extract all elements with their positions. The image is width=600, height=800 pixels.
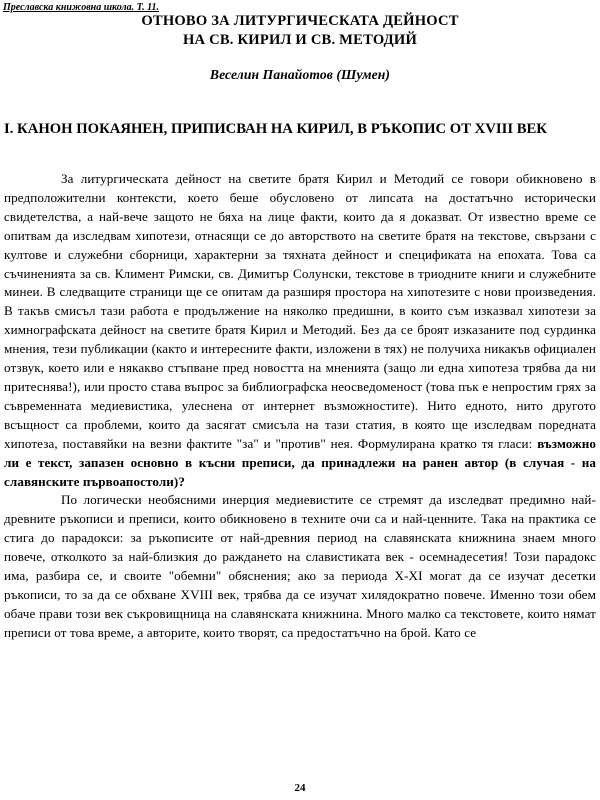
paragraph-1-text: За литургическата дейност на светите братя Кирил и Методий се говори обикновено в предположителни контексти, което беше обусловено от липсата на достатъчно исторически свидетелства, а най-вече защото не бяха на лице факти, които да я доказват. От известно време се опитвам да изследвам хипотези, отнасящи се до авторството на светите братя на текстове, свързани с култове и служебни сборници, характерни за тяхната дейност и спецификата на епохата. Това са съчиненията за св. Климент Римски, св. Димитър Солунски, текстове в триодните книги и служебните минеи. В следващите страници ще се опитам да разширя простора на хипотезите с нови произведения. В такъв смисъл тази работа е продължение на няколко предишни, в които съм изказвал хипотези за химнографската дейност на светите братя Кирил и Методий. Без да се броят изказаните под сурдинка мнения, тези публикации (както и интересните факти, изложени в тях) не получиха никакъв официален отзвук, което или е някакво стъпване пред новостта на мненията (защо ли една хипотеза трябва да ни притеснява!), или просто става въпрос за библиографска неосведоменост (това пък е непростим грях за съвременната медиевистика, улеснена от интернет възможностите). Нито едното, нито другото всъщност са проблеми, които да засягат смисъла на тази статия, в която ще изследвам поредната хипотеза, поставяйки на везни фактите "за" и "против" нея. Формулирана кратко тя гласи:	[4, 171, 596, 451]
paragraph-2	[4, 491, 596, 642]
title-line-1: ОТНОВО ЗА ЛИТУРГИЧЕСКАТА ДЕЙНОСТ	[141, 13, 459, 29]
body-text	[4, 170, 596, 643]
section-heading: I. КАНОН ПОКАЯНЕН, ПРИПИСВАН НА КИРИЛ, В РЪКОПИС ОТ XVIII ВЕК	[4, 121, 547, 137]
running-head: Преславска книжовна школа. Т. 11.	[3, 2, 160, 13]
author-byline: Веселин Панайотов (Шумен)	[209, 67, 391, 82]
paragraph-1-emphasis: възможно ли е текст, запазен основно в късни преписи, да принадлежи на ранен автор (в случая - на славянските първоапостоли)?	[4, 435, 596, 489]
paragraph-1	[4, 170, 596, 491]
page-number: 24	[294, 782, 306, 794]
article-title	[0, 12, 600, 50]
title-line-2: НА СВ. КИРИЛ И СВ. МЕТОДИЙ	[182, 32, 418, 48]
paragraph-2-text: По логически необясними инерция медиевистите се стремят да изследват предимно най-древните ръкописи и преписи, които обикновено в техните очи са и най-ценните. Така на практика се стига до парадокси: за ръкописите от най-древния период на славянската книжнина знаем много повече, отколкото за най-близкия до раждането на славистиката век - осемнадесетия! Този парадокс има, разбира се, и своите "обемни" обяснения; ако за периода X-XI могат да се изучат десетки ръкописи, то за да се обхване XVIII век, трябва да се изучат хилядократно повече. Именно този обем обаче прави този век съкровищница на славянската книжнина. Много малко са текстовете, които нямат преписи от това време, а авторите, които творят, са предостатъчно на брой. Като се	[4, 492, 596, 640]
